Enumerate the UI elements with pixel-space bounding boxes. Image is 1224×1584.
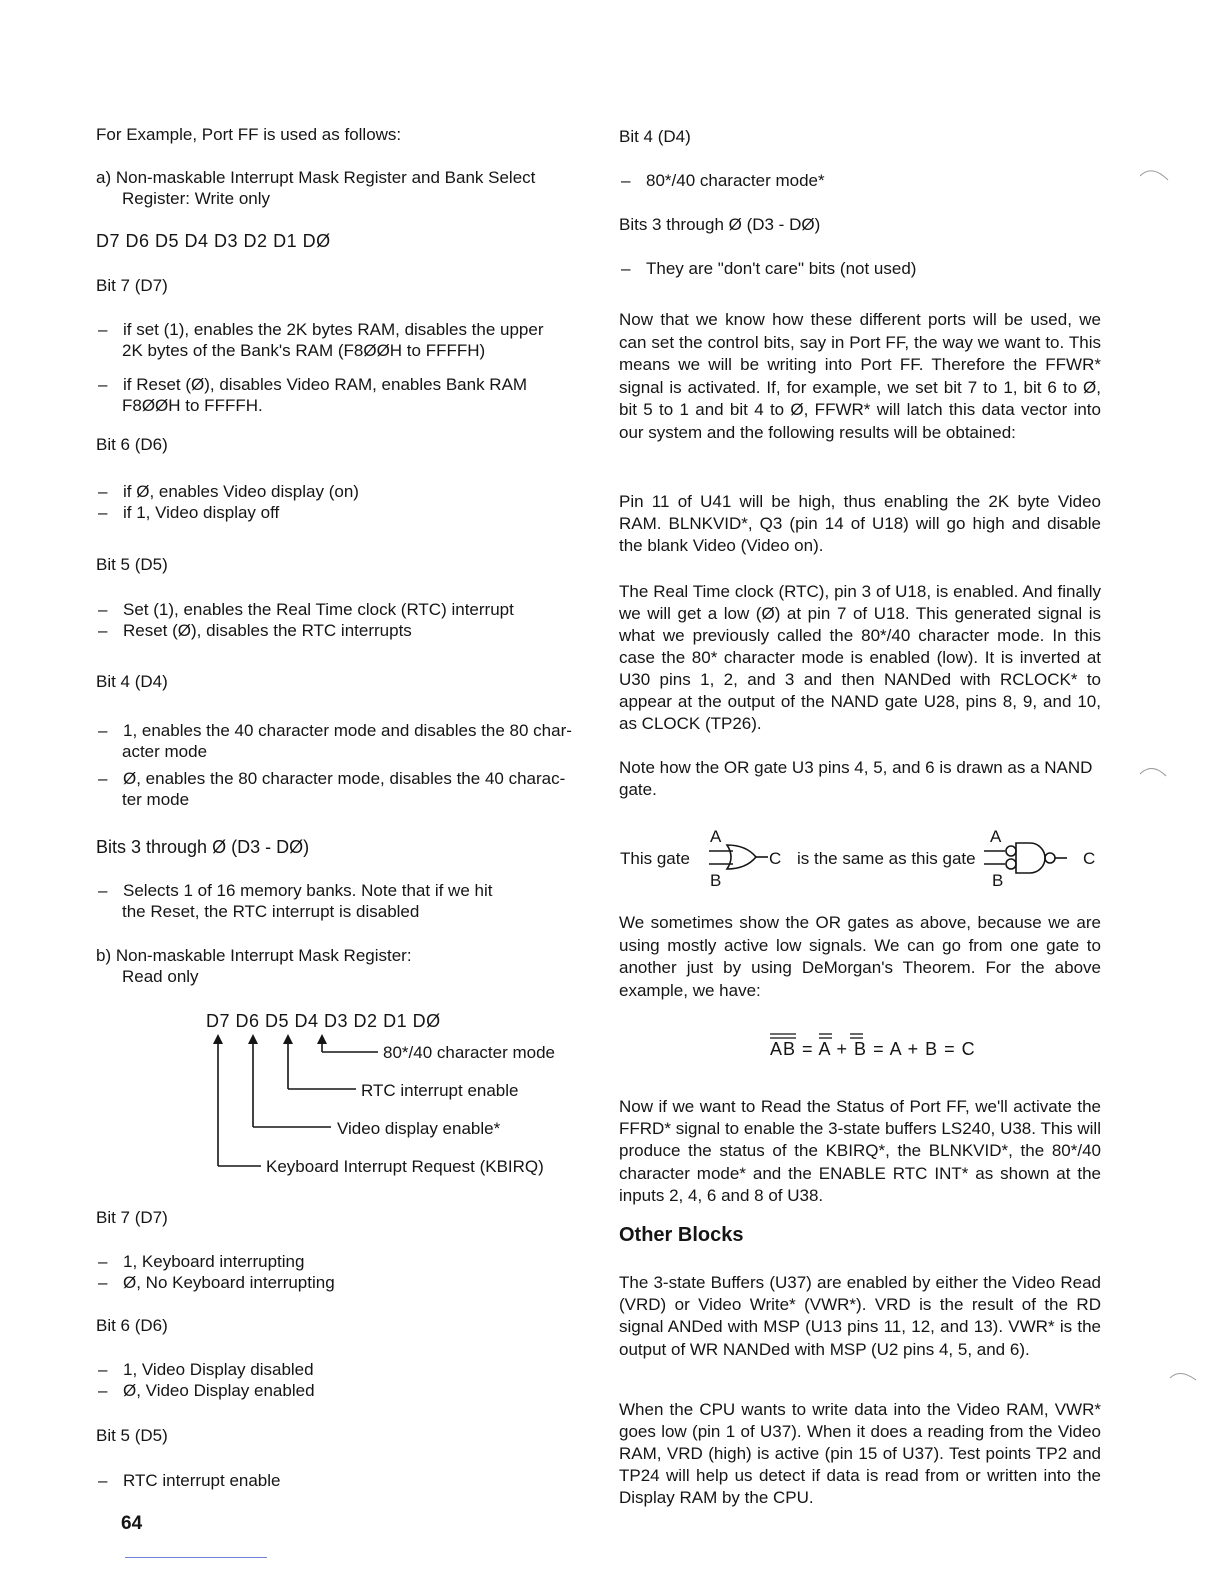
bit7-reset-line2: F8ØØH to FFFFH. [122,396,263,415]
read-bit5-heading: Bit 5 (D5) [96,1426,168,1445]
item-b-line2: Read only [122,967,199,986]
read-bit7-heading: Bit 7 (D7) [96,1208,168,1227]
paragraph-rtc: The Real Time clock (RTC), pin 3 of U18, is enabled. And finally we will get a low (Ø) at pin 7 of U18. This generated signal is what we previously called the 80*/40 character mode. In this case the 80* character mode is enabled (low). It is inverted at U30 pins 1, 2, and 3 and then NANDed with RCLOCK* to appear at the output of the NAND gate U28, pins 8, 9, and 10, as CLOCK (TP26). [619,582,1101,733]
bit5-line2: – Reset (Ø), disables the RTC interrupts [96,620,581,641]
paragraph-buffers: The 3-state Buffers (U37) are enabled by either the Video Read (VRD) or Video Write* (VWR*). VRD is the result of the RD signal ANDed with MSP (U13 pins 11, 12, and 13). VWR* is the output of WR NANDed with MSP (U2 pins 4, 5, and 6). [619,1273,1101,1359]
gate-caption-same: is the same as this gate [797,849,976,868]
bit6-line1: – if Ø, enables Video display (on) [96,481,581,502]
read-bit7-line2: – Ø, No Keyboard interrupting [96,1272,581,1293]
right-bits30-heading: Bits 3 through Ø (D3 - DØ) [619,215,821,234]
paragraph-ports: Now that we know how these different ports will be used, we can set the control bits, say in Port FF, the way we want to. This means we will be writing into Port FF. Therefore the FFWR* signal is activated. If, for example, we set bit 7 to 1, bit 6 to Ø, bit 5 to 1 and bit 4 to Ø, FFWR* will latch this data vector into our system and the following results will be obtained: [619,310,1101,442]
bits30-line1: – Selects 1 of 16 memory banks. Note that if we hit [96,880,581,901]
gate2-output-c: C [1083,849,1096,868]
paragraph-demorgan: We sometimes show the OR gates as above, because we are using mostly active low signals. We can go from one gate to another just by using DeMorgan's Theorem. For the above example, we have: [619,913,1101,1000]
intro-text: For Example, Port FF is used as follows: [96,125,402,144]
gate1-output-c: C [769,849,782,868]
right-bit4-heading: Bit 4 (D4) [619,127,691,146]
label-d5: RTC interrupt enable [361,1081,519,1100]
right-bit4-line1: – 80*/40 character mode* [619,170,1101,191]
bit4-item1-line2: acter mode [122,742,208,761]
register-bits: D7 D6 D5 D4 D3 D2 D1 DØ [96,231,331,251]
paragraph-read-status: Now if we want to Read the Status of Port FF, we'll activate the FFRD* signal to enable the 3-state buffers LS240, U38. This will produce the status of the KBIRQ*, the BLNKVID*, the 80*/40 character mode* and the ENABLE RTC INT* as shown at the inputs 2, 4, 6 and 8 of U38. [619,1097,1101,1205]
bit5-line1: – Set (1), enables the Real Time clock (RTC) interrupt [96,599,581,620]
read-bit7-line1: – 1, Keyboard interrupting [96,1251,581,1272]
page-number: 64 [121,1513,143,1534]
edge-mark-2 [1140,768,1166,776]
paragraph-or-gate: Note how the OR gate U3 pins 4, 5, and 6 is drawn as a NAND gate. [619,758,1093,799]
read-bit6-heading: Bit 6 (D6) [96,1316,168,1335]
bit5-heading: Bit 5 (D5) [96,555,168,574]
paragraph-cpu-write: When the CPU wants to write data into the Video RAM, VWR* goes low (pin 1 of U37). When it does a reading from the Video RAM, VRD (high) is active (pin 15 of U37). Test points TP2 and TP24 will help us detect if data is read from or written into the Display RAM by the CPU. [619,1400,1101,1507]
label-d6: Video display enable* [337,1119,501,1138]
bits30-line2: the Reset, the RTC interrupt is disabled [122,902,420,921]
equation-text: AB = A + B = A + B = C [770,1039,976,1059]
gate1-input-b: B [710,871,722,890]
bit4-item1-line1: – 1, enables the 40 character mode and disables the 80 char- [96,720,581,741]
label-d4: 80*/40 character mode [383,1043,555,1062]
bit4-item2-line2: ter mode [122,790,190,809]
bit6-line2: – if 1, Video display off [96,502,581,523]
diagram-bits: D7 D6 D5 D4 D3 D2 D1 DØ [206,1011,441,1031]
bit7-set-line1: – if set (1), enables the 2K bytes RAM, disables the upper [96,319,581,340]
bit7-reset-line1: – if Reset (Ø), disables Video RAM, enables Bank RAM [96,374,581,395]
footer-rule [125,1557,267,1558]
read-bit5-line1: – RTC interrupt enable [96,1470,581,1491]
item-b-line1: b) Non-maskable Interrupt Mask Register: [96,946,412,965]
bit7-heading: Bit 7 (D7) [96,276,168,295]
read-bit6-line2: – Ø, Video Display enabled [96,1380,581,1401]
item-a-line1: a) Non-maskable Interrupt Mask Register and Bank Select [96,168,536,187]
heading-other-blocks: Other Blocks [619,1224,744,1246]
right-bits30-line1: – They are "don't care" bits (not used) [619,258,1101,279]
paragraph-pin11: Pin 11 of U41 will be high, thus enabling the 2K byte Video RAM. BLNKVID*, Q3 (pin 14 of U18) will go high and disable the blank Video (Video on). [619,492,1101,555]
edge-mark-1 [1140,171,1168,180]
read-bit6-line1: – 1, Video Display disabled [96,1359,581,1380]
bit4-item2-line1: – Ø, enables the 80 character mode, disables the 40 charac- [96,768,581,789]
label-d7: Keyboard Interrupt Request (KBIRQ) [266,1157,544,1176]
gate2-input-a: A [990,827,1002,846]
gate-caption-this: This gate [620,849,690,868]
scan-edge-marks [1140,160,1220,1400]
edge-mark-3 [1170,1373,1196,1380]
bits30-heading: Bits 3 through Ø (D3 - DØ) [96,837,310,857]
gate1-input-a: A [710,827,722,846]
bit7-set-line2: 2K bytes of the Bank's RAM (F8ØØH to FFFFH) [122,341,486,360]
item-a-line2: Register: Write only [122,189,271,208]
bit4-heading: Bit 4 (D4) [96,672,168,691]
bit6-heading: Bit 6 (D6) [96,435,168,454]
gate2-input-b: B [992,871,1004,890]
